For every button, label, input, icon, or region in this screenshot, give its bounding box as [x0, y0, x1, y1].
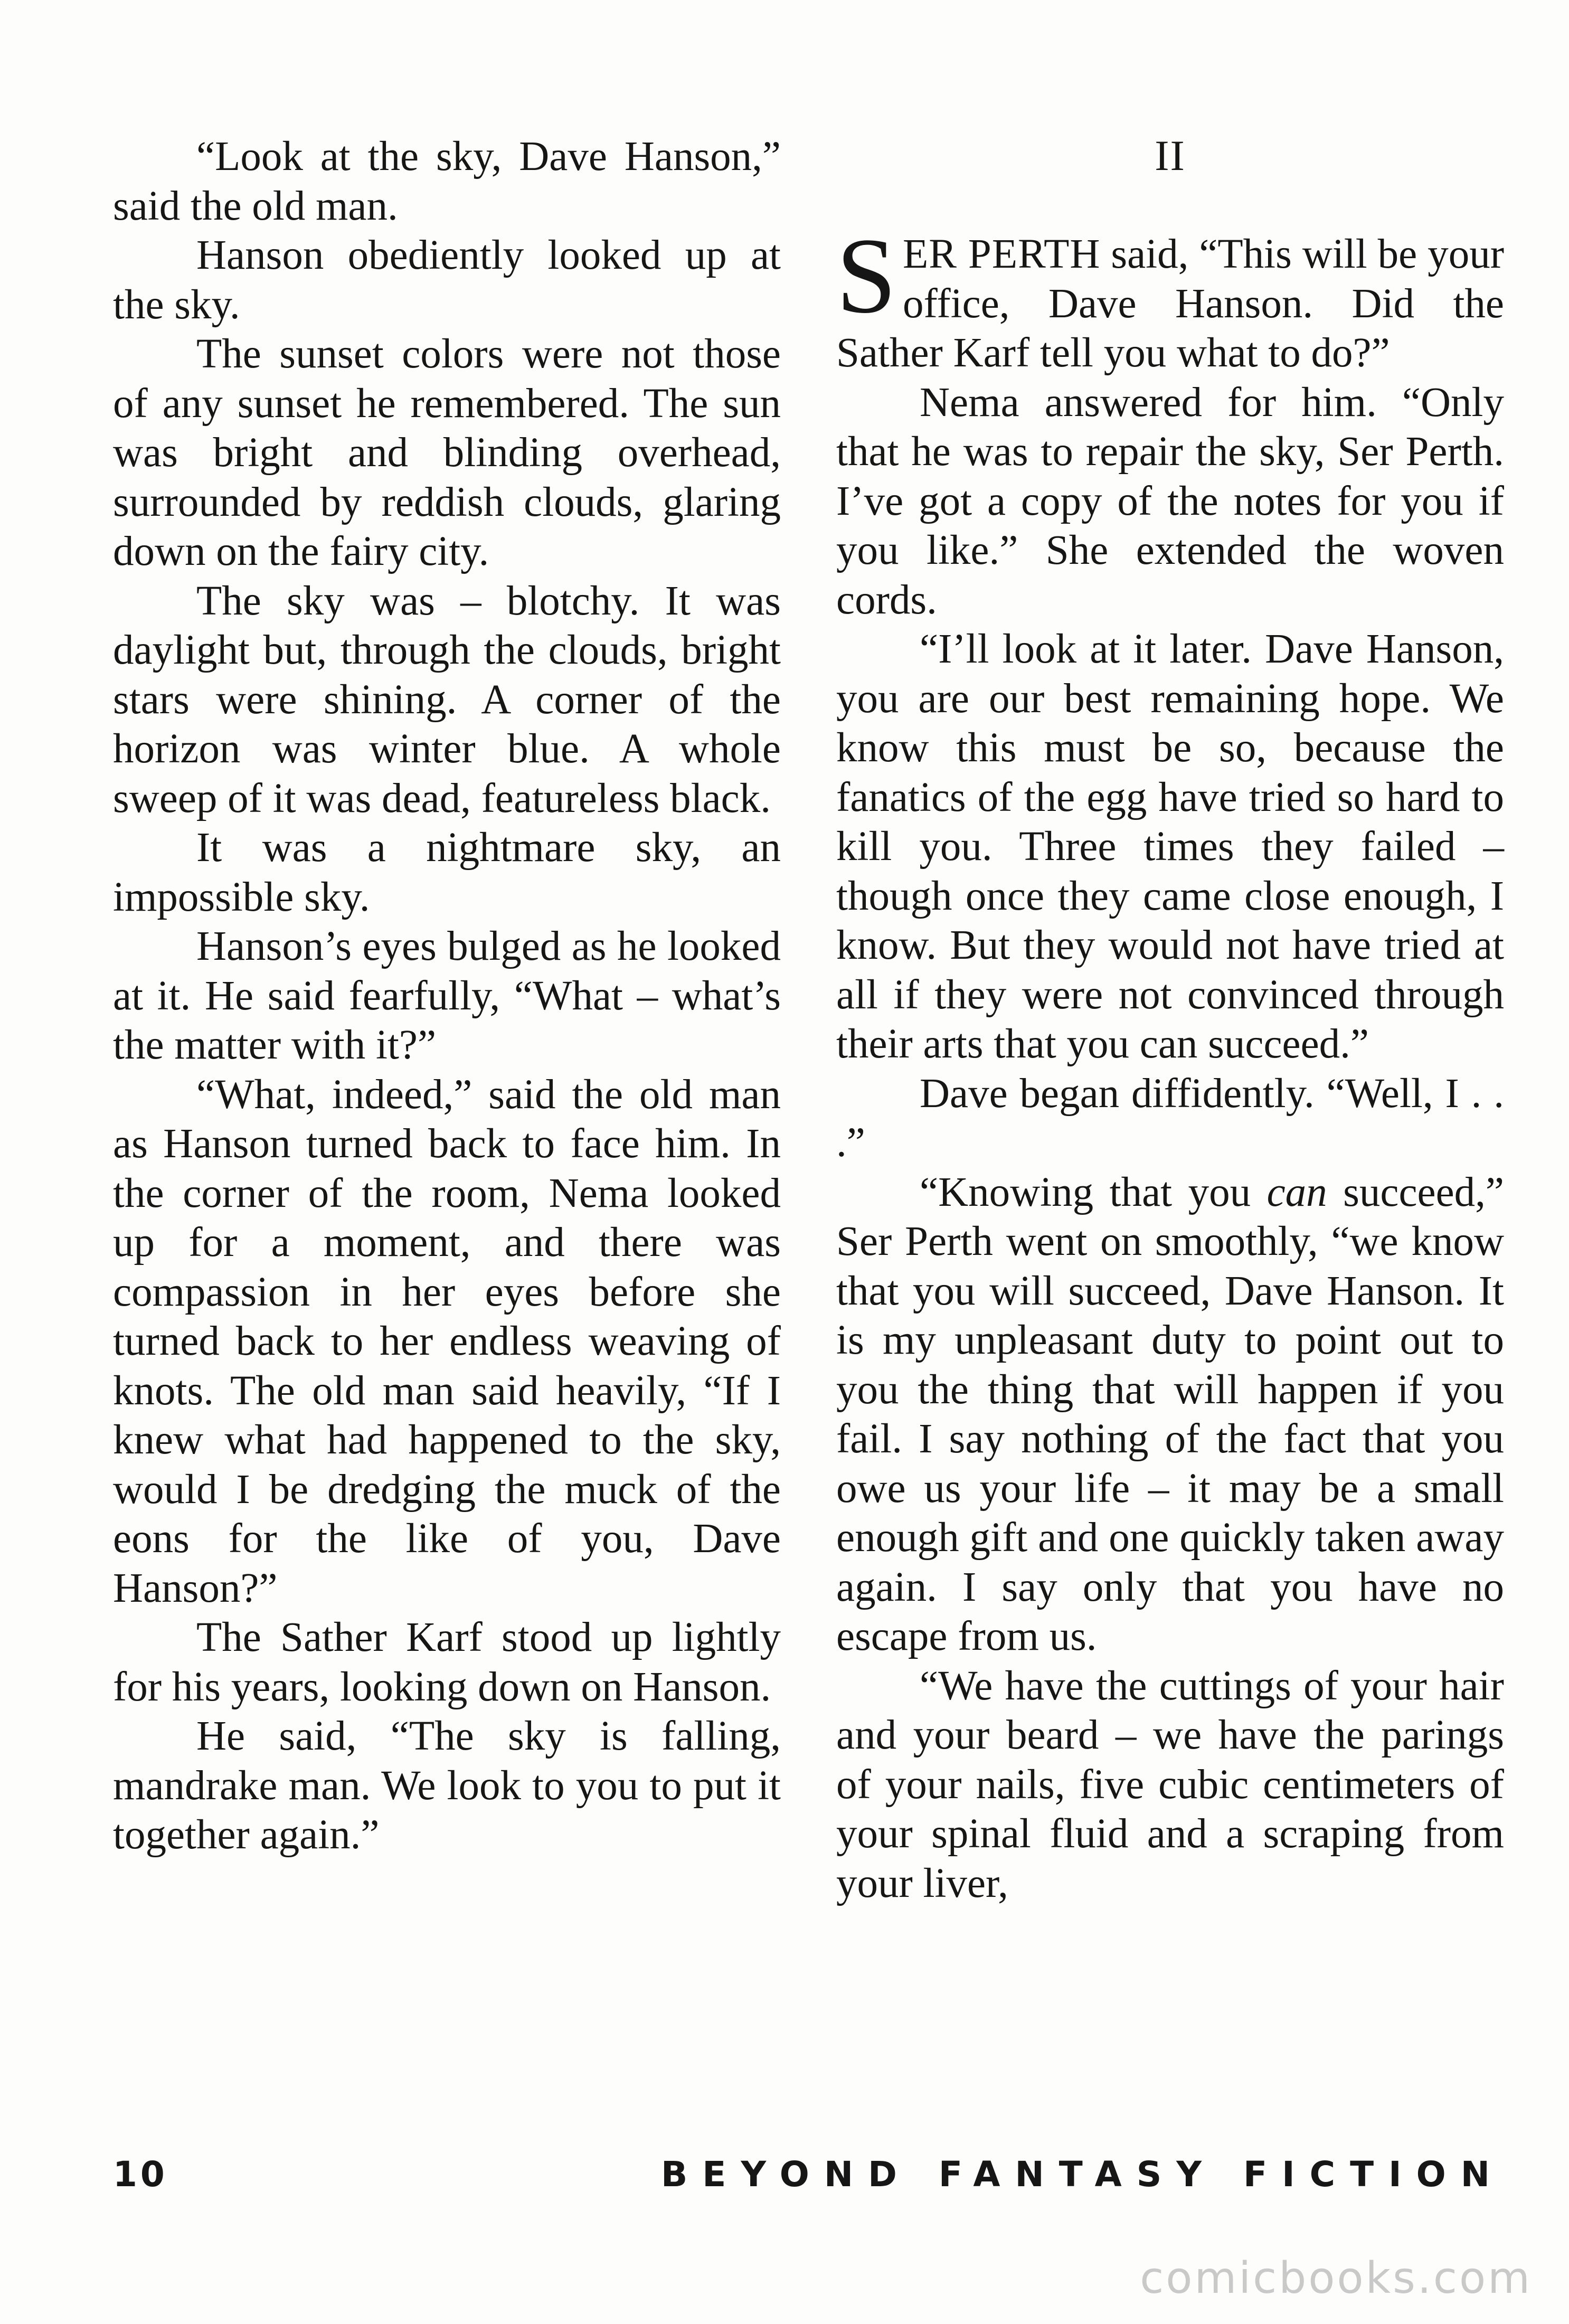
opening-paragraph: [836, 216, 1504, 378]
page-footer: [113, 2154, 1505, 2207]
paragraph: The sky was – blotchy. It was daylight but, through the clouds, bright stars were shining. A corner of the horizon was winter blue. A whole sweep of it was dead, featureless black.: [113, 578, 781, 821]
paragraph: “What, indeed,” said the old man as Hanson turned back to face him. In the corner of the room, Nema looked up for a moment, and there was compassion in her eyes before she turned back to her endless weaving of knots. The old man said heavily, “If I knew what had happened to the sky, would I be dredging the muck of the eons for the like of you, Dave Hanson?”: [113, 1071, 781, 1611]
text-run: “Knowing that you: [920, 1169, 1267, 1215]
left-column: [113, 132, 781, 1860]
text-run: succeed,” Ser Perth went on smoothly, “we know that you will succeed, Dave Hanson. It is my unpleasant duty to point out to you the thing that will happen if you fail. I say nothing of the fact that you owe us your life – it may be a small enough gift and one quickly taken away again. I say only that you have no escape from us.: [836, 1169, 1504, 1659]
italic-emphasis: can: [1266, 1169, 1327, 1215]
opening-text: said, “This will be your office, Dave Hanson. Did the Sather Karf tell you what to do?”: [836, 231, 1504, 376]
running-head: BEYOND FANTASY FICTION: [660, 2154, 1505, 2195]
paragraph: The sunset colors were not those of any sunset he remembered. The sun was bright and blinding overhead, surrounded by reddish clouds, glaring down on the fairy city.: [113, 331, 781, 574]
page-number: 10: [113, 2154, 168, 2195]
paragraph: “I’ll look at it later. Dave Hanson, you are our best remaining hope. We know this must be so, because the fanatics of the egg have tried so hard to kill you. Three times they failed – though once they came close enough, I know. But they would not have tried at all if they were not convinced through their arts that you can succeed.”: [836, 626, 1504, 1067]
paragraph: Hanson’s eyes bulged as he looked at it. He said fearfully, “What – what’s the matter with it?”: [113, 923, 781, 1068]
paragraph: Hanson obediently looked up at the sky.: [113, 232, 781, 328]
paragraph: It was a nightmare sky, an impossible sky.: [113, 825, 781, 920]
paragraph: Nema answered for him. “Only that he was to repair the sky, Ser Perth. I’ve got a copy of the notes for you if you like.” She extended the woven cords.: [836, 379, 1504, 623]
right-column: [836, 131, 1504, 1908]
paragraph: The Sather Karf stood up lightly for his years, looking down on Hanson.: [113, 1614, 781, 1710]
chapter-number: II: [1155, 131, 1186, 180]
watermark: comicbooks.com: [1140, 2253, 1532, 2303]
drop-cap: S: [836, 216, 897, 336]
small-caps-lead: ER PERTH: [903, 231, 1101, 277]
paragraph: “Look at the sky, Dave Hanson,” said the old man.: [113, 134, 781, 229]
paragraph: [836, 1168, 1504, 1661]
paragraph: Dave began diffidently. “Well, I . . .”: [836, 1070, 1504, 1166]
paragraph: “We have the cuttings of your hair and your beard – we have the parings of your nails, five cubic centimeters of your spinal fluid and a scraping from your liver,: [836, 1662, 1504, 1906]
paragraph: He said, “The sky is falling, mandrake man. We look to you to put it together again.”: [113, 1713, 781, 1858]
